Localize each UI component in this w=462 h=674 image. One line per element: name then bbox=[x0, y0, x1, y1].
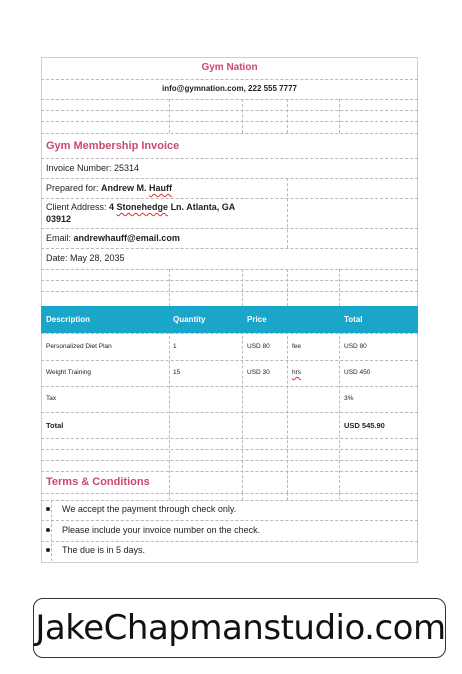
grid-line bbox=[41, 541, 418, 542]
grid-line bbox=[287, 99, 288, 133]
company-name: Gym Nation bbox=[201, 62, 258, 73]
invoice-number: Invoice Number: 25314 bbox=[46, 163, 140, 173]
address-part: 4 bbox=[109, 202, 117, 212]
total-value: USD 545.90 bbox=[344, 421, 385, 430]
address-part: Ln. Atlanta, GA bbox=[168, 202, 236, 212]
terms-item bbox=[46, 504, 236, 514]
grid-line bbox=[339, 306, 340, 493]
grid-line bbox=[41, 198, 418, 199]
table-cell-total: USD 80 bbox=[344, 343, 367, 350]
grid-line bbox=[287, 471, 288, 493]
watermark-text: JakeChapmanstudio.com bbox=[35, 608, 446, 648]
grid-line bbox=[287, 306, 288, 493]
client-email-value: andrewhauff@email.com bbox=[73, 233, 180, 243]
client-address-label: Client Address: bbox=[46, 202, 110, 212]
invoice-title: Gym Membership Invoice bbox=[46, 140, 180, 152]
grid-line bbox=[41, 412, 418, 413]
grid-line bbox=[41, 500, 418, 501]
column-header-price: Price bbox=[247, 315, 267, 324]
prepared-for-label: Prepared for: bbox=[46, 183, 102, 193]
grid-line bbox=[41, 228, 418, 229]
table-cell-total: 3% bbox=[344, 395, 354, 402]
grid-line bbox=[41, 99, 418, 100]
table-cell-description: Weight Training bbox=[46, 369, 92, 376]
grid-line bbox=[41, 449, 418, 450]
terms-item-text: We accept the payment through check only. bbox=[62, 504, 237, 514]
grid-line bbox=[169, 493, 170, 500]
client-name-last: Hauff bbox=[149, 183, 173, 193]
grid-line bbox=[242, 306, 243, 493]
grid-line bbox=[287, 269, 288, 306]
terms-title: Terms & Conditions bbox=[46, 476, 150, 488]
grid-line bbox=[41, 386, 418, 387]
grid-line bbox=[41, 520, 418, 521]
table-cell-quantity: 1 bbox=[173, 343, 177, 350]
client-email-label: Email: bbox=[46, 233, 74, 243]
prepared-for bbox=[46, 183, 172, 193]
invoice-sheet bbox=[41, 57, 418, 563]
client-email bbox=[46, 233, 180, 243]
table-cell-unit: hrs bbox=[292, 369, 302, 376]
company-contact: info@gymnation.com, 222 555 7777 bbox=[162, 84, 297, 93]
table-cell-quantity: 15 bbox=[173, 369, 181, 376]
table-cell-description: Personalized Diet Plan bbox=[46, 343, 112, 350]
table-cell-total: USD 450 bbox=[344, 369, 371, 376]
bullet-icon bbox=[46, 507, 50, 511]
terms-item-text: Please include your invoice number on the check. bbox=[62, 525, 261, 535]
grid-line bbox=[41, 438, 418, 439]
grid-line bbox=[41, 280, 418, 281]
grid-line bbox=[242, 493, 243, 500]
grid-line bbox=[287, 493, 288, 500]
grid-line bbox=[339, 493, 340, 500]
grid-line bbox=[339, 269, 340, 306]
grid-line bbox=[41, 248, 418, 249]
terms-item bbox=[46, 545, 145, 555]
grid-line bbox=[242, 99, 243, 133]
column-header-description: Description bbox=[46, 315, 91, 324]
grid-line bbox=[41, 79, 418, 80]
invoice-date: Date: May 28, 2035 bbox=[46, 253, 125, 263]
table-cell-price: USD 30 bbox=[247, 369, 270, 376]
address-zip: 03912 bbox=[46, 214, 72, 224]
grid-line bbox=[41, 333, 418, 334]
grid-line bbox=[41, 269, 418, 270]
bullet-icon bbox=[46, 548, 50, 552]
grid-line bbox=[339, 99, 340, 133]
grid-line bbox=[41, 460, 418, 461]
client-address bbox=[46, 202, 235, 212]
grid-line bbox=[169, 99, 170, 133]
table-cell-description: Tax bbox=[46, 395, 57, 402]
grid-line bbox=[287, 178, 288, 248]
table-cell-unit: fee bbox=[292, 343, 302, 350]
grid-line bbox=[242, 269, 243, 306]
bullet-icon bbox=[46, 528, 50, 532]
grid-line bbox=[41, 158, 418, 159]
grid-line bbox=[169, 306, 170, 493]
grid-line bbox=[41, 121, 418, 122]
column-header-total: Total bbox=[344, 315, 363, 324]
grid-line bbox=[41, 471, 418, 472]
client-address-zip bbox=[46, 214, 71, 224]
client-name-first: Andrew M. bbox=[101, 183, 150, 193]
terms-item bbox=[46, 525, 260, 535]
terms-item-text: The due is in 5 days. bbox=[62, 545, 146, 555]
table-cell-price: USD 80 bbox=[247, 343, 270, 350]
grid-line bbox=[41, 493, 418, 494]
grid-line bbox=[41, 178, 418, 179]
total-label: Total bbox=[46, 421, 64, 430]
column-header-quantity: Quantity bbox=[173, 315, 206, 324]
grid-line bbox=[41, 291, 418, 292]
grid-line bbox=[169, 269, 170, 306]
address-street: Stonehedge bbox=[116, 202, 169, 212]
watermark-box bbox=[33, 598, 446, 658]
grid-line bbox=[41, 360, 418, 361]
grid-line bbox=[41, 110, 418, 111]
grid-line bbox=[41, 133, 418, 134]
